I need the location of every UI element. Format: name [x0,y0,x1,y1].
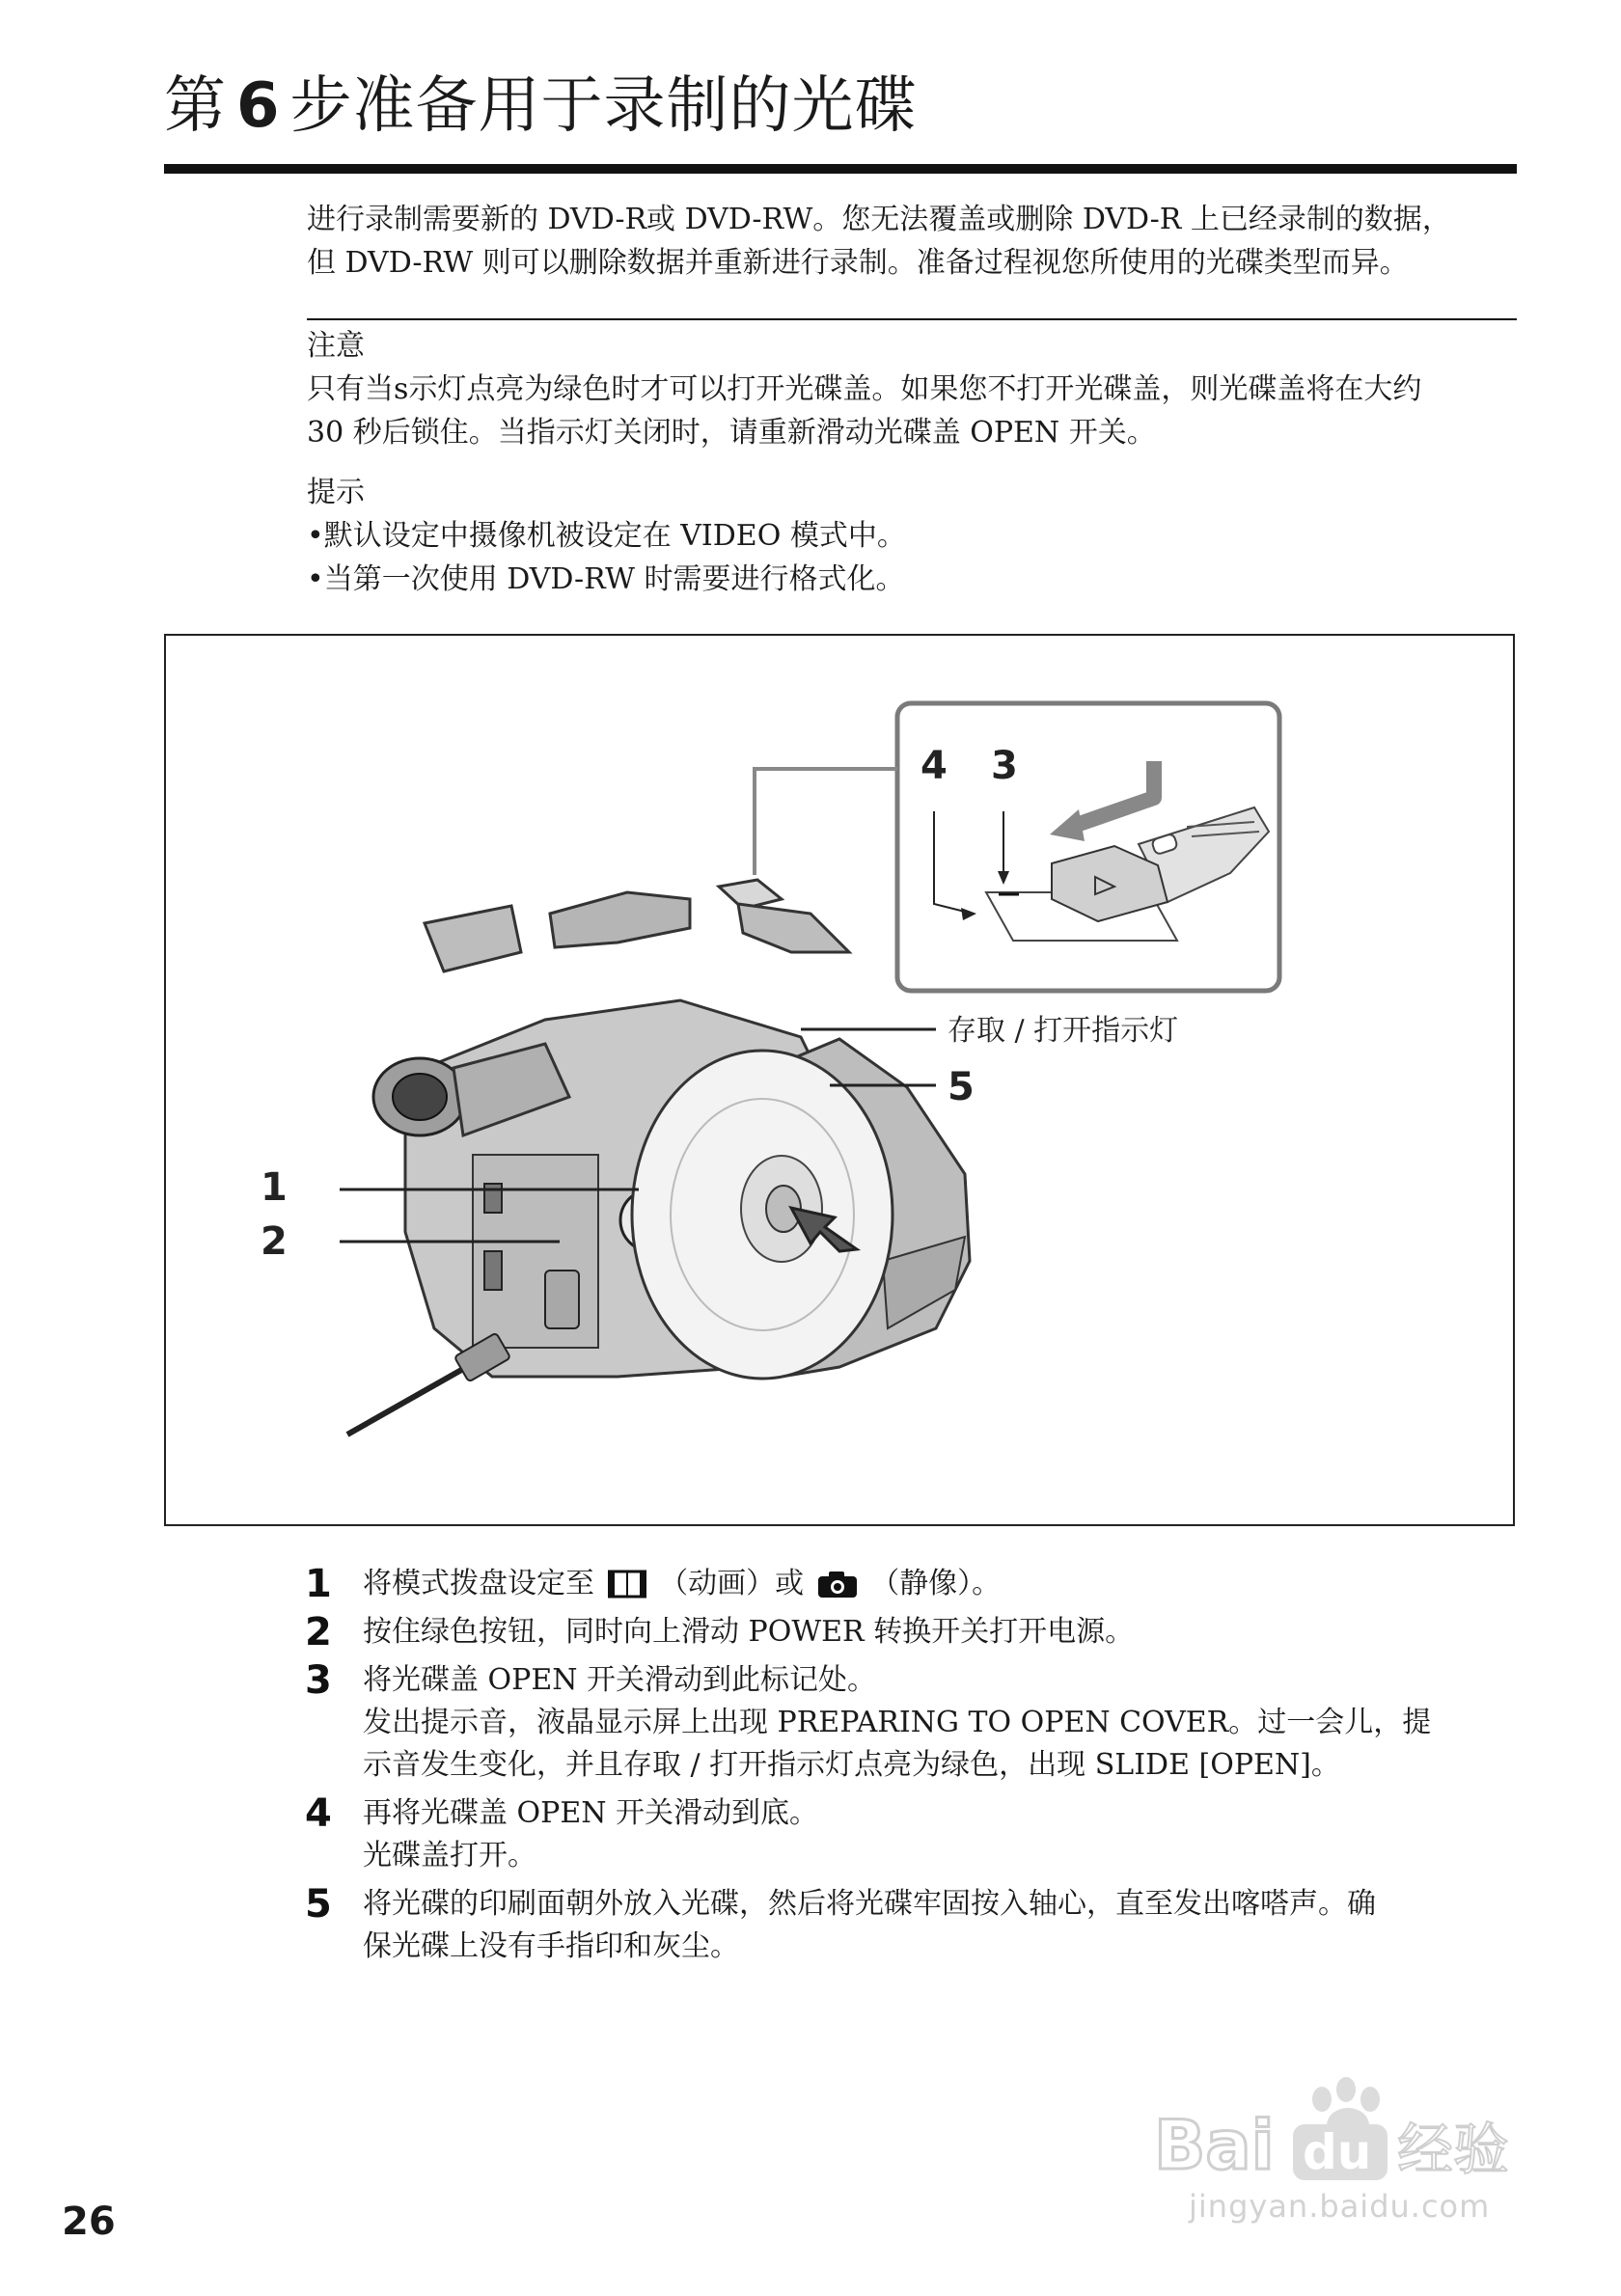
step-line: 光碟盖打开。 [363,1839,536,1872]
step-line: 发出提示音，液晶显示屏上出现 PREPARING TO OPEN COVER。过一会儿，提 [363,1706,1432,1739]
title-underline [164,164,1517,174]
step-text: （动画）或 [659,1567,805,1600]
camera-icon [817,1570,858,1599]
watermark-url: jingyan.baidu.com [1189,2188,1491,2225]
step-item [301,1611,1519,1654]
tip-item: •当第一次使用 DVD-RW 时需要进行格式化。 [307,562,905,596]
svg-text:经验: 经验 [1397,2117,1510,2182]
step-text: （静像）。 [870,1567,1002,1600]
step-number: 1 [305,1562,332,1606]
step-line: 示音发生变化，并且存取 / 打开指示灯点亮为绿色，出现 SLIDE [OPEN]。 [363,1748,1340,1782]
dc-cable [347,1369,463,1435]
step-line: 再将光碟盖 OPEN 开关滑动到底。 [363,1796,819,1830]
note-line: 30 秒后锁住。当指示灯关闭时，请重新滑动光碟盖 OPEN 开关。 [307,416,1156,450]
callout-4: 4 [920,744,948,788]
step-number: 4 [305,1791,332,1836]
note-divider [307,318,1517,320]
callout-3: 3 [991,744,1018,788]
access-lamp-label: 存取 / 打开指示灯 [948,1014,1179,1048]
title-prefix: 第 [164,70,227,142]
step-line: 将光碟的印刷面朝外放入光碟，然后将光碟牢固按入轴心，直至发出喀嗒声。确 [363,1887,1376,1921]
watermark-logo-text: Bai [1154,2106,1275,2185]
step-item [301,1659,1519,1787]
camcorder-body [347,880,970,1435]
title-step-number: 6 [236,70,281,142]
power-switch [545,1271,579,1328]
step-number: 3 [305,1658,332,1703]
step-item [301,1883,1519,1968]
open-switch-inset [897,703,1279,991]
callout-2: 2 [261,1219,288,1264]
callout-1: 1 [261,1165,288,1210]
page-title [164,70,918,142]
inset-connector [755,769,897,875]
step-number: 5 [305,1882,332,1927]
step-line: 保光碟上没有手指印和灰尘。 [363,1929,739,1963]
intro-line: 但 DVD-RW 则可以删除数据并重新进行录制。准备过程视您所使用的光碟类型而异。 [307,246,1409,280]
svg-text:du: du [1303,2124,1372,2180]
intro-paragraph [307,198,1517,285]
tips-heading: 提示 [307,476,365,509]
step-line: 按住绿色按钮，同时向上滑动 POWER 转换开关打开电源。 [363,1615,1135,1649]
step-item [301,1563,1519,1605]
note-section [307,324,1421,454]
film-strip-icon [608,1570,646,1599]
step-line [363,1563,1519,1605]
page-number: 26 [62,2200,116,2244]
note-line: 只有当s示灯点亮为绿色时才可以打开光碟盖。如果您不打开光碟盖，则光碟盖将在大约 [307,372,1422,406]
steps-list [301,1563,1519,1974]
step-item [301,1792,1519,1877]
tips-section [307,471,906,601]
step-text: 将模式拨盘设定至 [363,1567,594,1600]
callout-5: 5 [948,1065,975,1109]
baidu-watermark-logo [1148,2072,1553,2188]
note-heading: 注意 [307,329,365,363]
intro-line: 进行录制需要新的 DVD-R或 DVD-RW。您无法覆盖或删除 DVD-R 上已经录制的数据， [307,203,1451,236]
hand-strap-top [425,906,521,971]
tip-item: •默认设定中摄像机被设定在 VIDEO 模式中。 [307,519,906,553]
title-suffix: 步准备用于录制的光碟 [289,70,918,142]
step-line: 将光碟盖 OPEN 开关滑动到此标记处。 [363,1663,877,1697]
step-number: 2 [305,1610,332,1654]
camcorder-illustration [164,634,1515,1526]
